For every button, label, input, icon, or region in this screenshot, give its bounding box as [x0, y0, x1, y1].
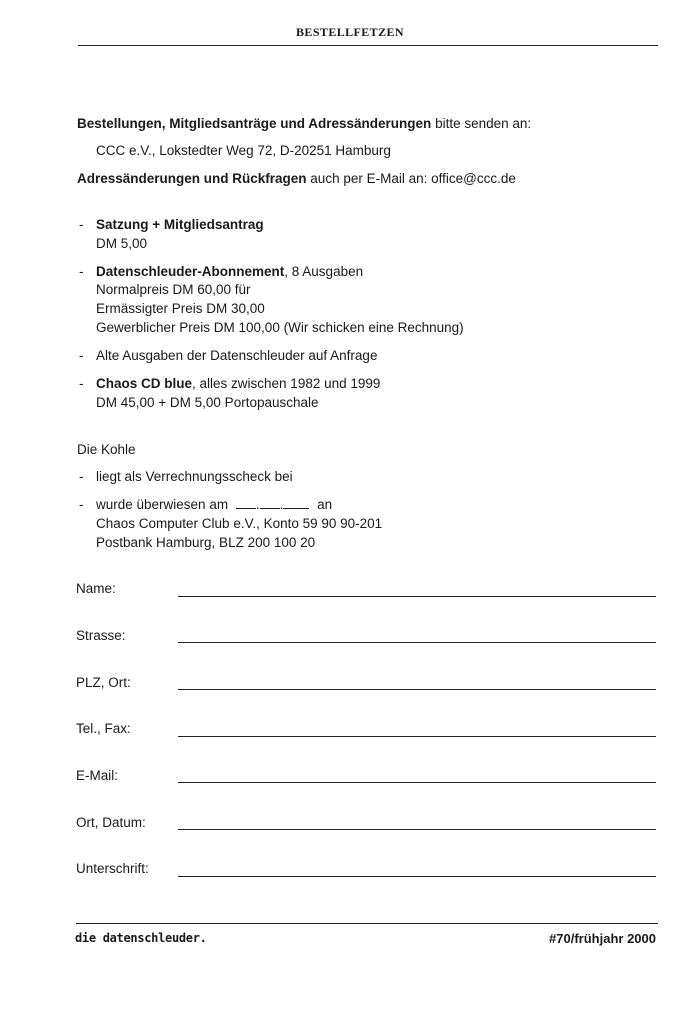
intro-line-1 [77, 116, 531, 131]
transfer-suffix: an [317, 497, 333, 512]
order-item-title-rest: , alles zwischen 1982 und 1999 [192, 376, 381, 391]
form-input-line-email[interactable] [178, 782, 656, 783]
list-dash: - [79, 264, 84, 279]
list-dash: - [79, 469, 84, 484]
list-dash: - [79, 217, 84, 232]
form-input-line-zip-city[interactable] [178, 689, 656, 690]
form-label-name: Name: [76, 581, 116, 596]
intro-line-3-rest: auch per E-Mail an: office@ccc.de [306, 171, 516, 186]
order-item-title [96, 376, 380, 391]
payment-option-transfer: wurde überwiesen am . . an [96, 497, 333, 512]
form-label-place-date: Ort, Datum: [76, 815, 146, 830]
form-input-line-name[interactable] [178, 596, 656, 597]
transfer-prefix: wurde überwiesen am [96, 497, 229, 512]
intro-line-3 [77, 171, 516, 186]
order-item-title-rest: Alte Ausgaben der Datenschleuder auf Anfrage [96, 348, 378, 363]
order-item-line: DM 45,00 + DM 5,00 Portopauschale [96, 395, 319, 410]
form-label-signature: Unterschrift: [76, 861, 149, 876]
form-input-line-place-date[interactable] [178, 829, 656, 830]
payment-heading: Die Kohle [77, 442, 136, 457]
form-label-email: E-Mail: [76, 768, 119, 783]
order-item-line: DM 5,00 [96, 236, 148, 251]
date-blank-month[interactable] [260, 497, 280, 509]
magazine-name: die datenschleuder. [75, 931, 207, 945]
order-item-title [96, 348, 377, 363]
intro-line-3-bold: Adressänderungen und Rückfragen [77, 171, 307, 186]
form-input-line-phone-fax[interactable] [178, 736, 656, 737]
order-item-title-bold: Satzung + Mitgliedsantrag [96, 217, 264, 232]
date-blank-year[interactable] [283, 497, 309, 509]
list-dash: - [79, 497, 84, 512]
payment-option-cheque: liegt als Verrechnungsscheck bei [96, 469, 293, 484]
header-rule [78, 45, 658, 46]
form-input-line-street[interactable] [178, 642, 656, 643]
page-header-title: BESTELLFETZEN [296, 25, 404, 39]
form-label-street: Strasse: [76, 628, 126, 643]
intro-line-1-bold: Bestellungen, Mitgliedsanträge und Adressänderungen [77, 116, 432, 131]
order-item-title [96, 217, 264, 232]
order-item-line: Ermässigter Preis DM 30,00 [96, 301, 265, 316]
order-item-title-bold: Datenschleuder-Abonnement [96, 264, 285, 279]
order-item-line: Normalpreis DM 60,00 für [96, 282, 251, 297]
order-item-title-bold: Chaos CD blue [96, 376, 193, 391]
footer-rule [76, 923, 658, 924]
issue-number: #70/frühjahr 2000 [549, 931, 656, 946]
list-dash: - [79, 376, 84, 391]
intro-line-1-rest: bitte senden an: [431, 116, 532, 131]
shipping-address: CCC e.V., Lokstedter Weg 72, D-20251 Hamburg [96, 143, 391, 158]
order-item-title [96, 264, 363, 279]
order-item-line: Gewerblicher Preis DM 100,00 (Wir schicken eine Rechnung) [96, 320, 464, 335]
form-label-zip-city: PLZ, Ort: [76, 675, 131, 690]
date-blank-day[interactable] [236, 497, 256, 509]
account-line-1: Chaos Computer Club e.V., Konto 59 90 90-201 [96, 516, 383, 531]
account-line-2: Postbank Hamburg, BLZ 200 100 20 [96, 535, 316, 550]
form-input-line-signature[interactable] [178, 876, 656, 877]
list-dash: - [79, 348, 84, 363]
form-label-phone-fax: Tel., Fax: [76, 721, 131, 736]
order-item-title-rest: , 8 Ausgaben [284, 264, 364, 279]
